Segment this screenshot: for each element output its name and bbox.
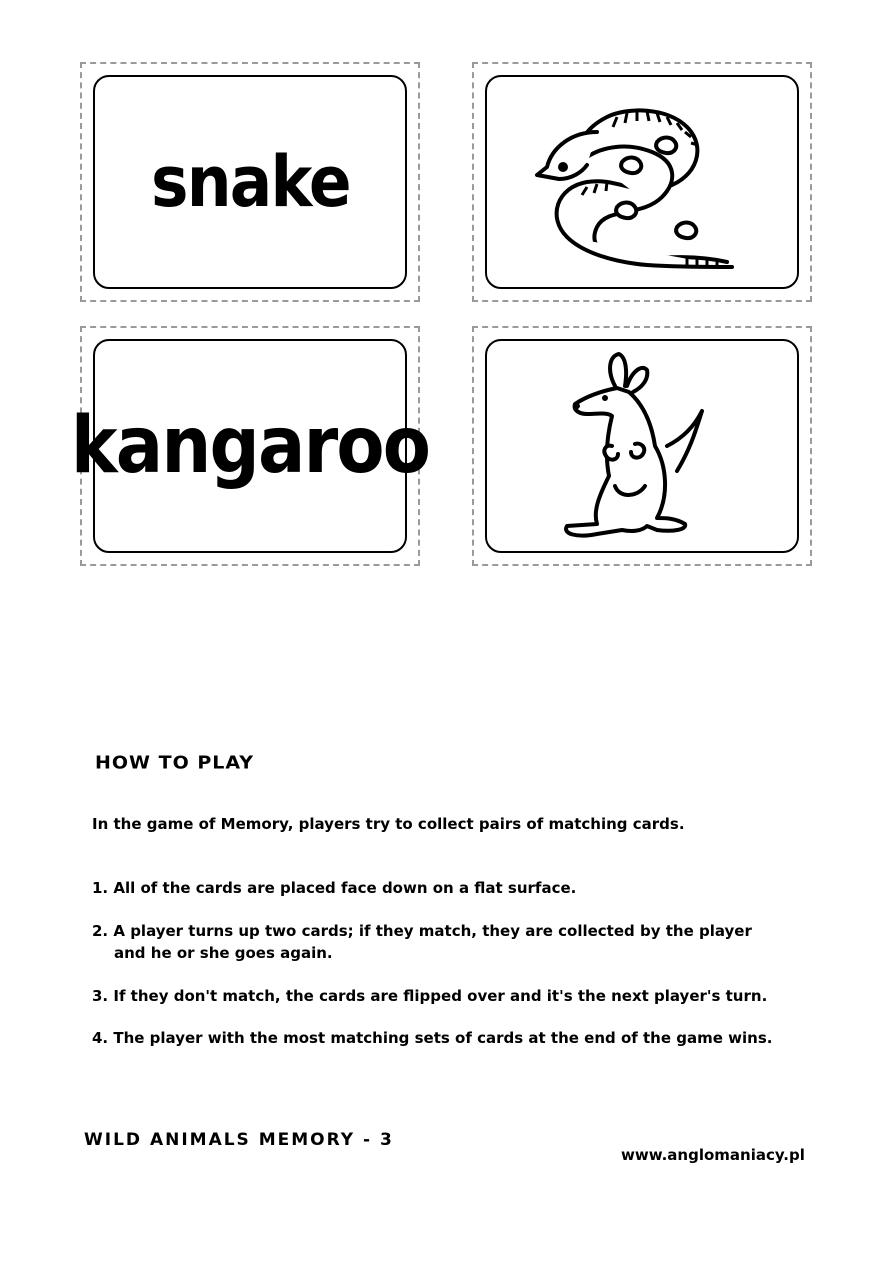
card-cutout-snake-picture [472, 62, 812, 302]
card-cutout-kangaroo-picture [472, 326, 812, 566]
card-cutout-snake-word [80, 62, 420, 302]
instruction-step [92, 1027, 772, 1049]
how-to-play-heading: HOW TO PLAY [95, 752, 255, 774]
step-text: 2. A player turns up two cards; if they match, they are collected by the player [92, 922, 752, 940]
step-text: 1. All of the cards are placed face down on a flat surface. [92, 879, 577, 897]
card-cutout-kangaroo-word [70, 326, 430, 566]
step-text-continued: and he or she goes again. [114, 944, 333, 962]
picture-card[interactable] [485, 339, 799, 553]
instruction-step [92, 877, 576, 899]
word-card[interactable] [93, 75, 407, 289]
picture-card[interactable] [485, 75, 799, 289]
footer-title: WILD ANIMALS MEMORY - 3 [84, 1130, 394, 1150]
snake-illustration [527, 87, 757, 277]
kangaroo-illustration [557, 346, 727, 546]
word-card[interactable] [70, 339, 430, 553]
card-word: snake [150, 141, 350, 223]
instruction-step [92, 920, 752, 964]
website-link[interactable]: www.anglomaniacy.pl [621, 1146, 805, 1164]
instruction-step [92, 985, 767, 1007]
card-word: kangaroo [70, 401, 430, 491]
intro-text: In the game of Memory, players try to collect pairs of matching cards. [92, 815, 685, 833]
step-text: 3. If they don't match, the cards are flipped over and it's the next player's turn. [92, 987, 768, 1005]
step-text: 4. The player with the most matching sets of cards at the end of the game wins. [92, 1029, 773, 1047]
